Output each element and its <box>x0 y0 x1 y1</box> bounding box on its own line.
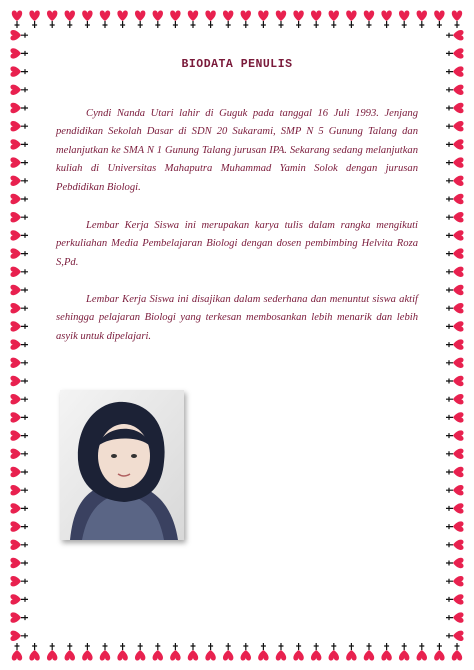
heart-icon <box>10 376 28 386</box>
heart-icon <box>446 394 464 404</box>
heart-icon <box>10 612 28 622</box>
heart-icon <box>223 643 233 661</box>
heart-icon <box>10 303 28 313</box>
heart-icon <box>10 121 28 131</box>
biography-paragraph <box>56 105 418 197</box>
heart-icon <box>135 643 145 661</box>
heart-icon <box>10 521 28 531</box>
heart-icon <box>10 485 28 495</box>
heart-icon <box>311 643 321 661</box>
heart-icon <box>446 267 464 277</box>
heart-icon <box>188 10 198 28</box>
heart-icon <box>399 10 409 28</box>
heart-icon <box>446 449 464 459</box>
description-text: Lembar Kerja Siswa ini disajikan dalam sederhana dan menuntut siswa aktif sehingga pelajaran Biologi yang terkesan membosankan lebih menarik dan lebih asyik untuk dipelajari. <box>56 294 418 342</box>
author-photo <box>60 390 184 540</box>
heart-icon <box>446 285 464 295</box>
heart-icon <box>446 631 464 641</box>
heart-icon <box>446 503 464 513</box>
heart-icon <box>100 10 110 28</box>
heart-icon <box>10 176 28 186</box>
heart-icon <box>47 10 57 28</box>
heart-icon <box>311 10 321 28</box>
heart-icon <box>329 10 339 28</box>
heart-icon <box>12 643 22 661</box>
heart-icon <box>258 10 268 28</box>
heart-icon <box>446 85 464 95</box>
heart-icon <box>417 643 427 661</box>
heart-icon <box>446 176 464 186</box>
heart-icon <box>170 10 180 28</box>
heart-icon <box>434 643 444 661</box>
heart-icon <box>10 430 28 440</box>
heart-icon <box>241 10 251 28</box>
heart-icon <box>446 358 464 368</box>
heart-icon <box>446 212 464 222</box>
heart-icon <box>446 594 464 604</box>
heart-icon <box>399 643 409 661</box>
heart-icon <box>10 503 28 513</box>
heart-icon <box>446 103 464 113</box>
heart-icon <box>446 121 464 131</box>
heart-icon <box>47 643 57 661</box>
heart-icon <box>65 643 75 661</box>
heart-icon <box>446 230 464 240</box>
heart-icon <box>82 643 92 661</box>
heart-icon <box>329 643 339 661</box>
heart-icon <box>153 643 163 661</box>
purpose-paragraph <box>56 217 418 272</box>
heart-icon <box>117 10 127 28</box>
heart-icon <box>446 321 464 331</box>
heart-icon <box>170 643 180 661</box>
heart-icon <box>10 631 28 641</box>
heart-icon <box>452 643 462 661</box>
heart-icon <box>10 157 28 167</box>
heart-icon <box>276 643 286 661</box>
heart-icon <box>346 10 356 28</box>
heart-icon <box>446 139 464 149</box>
heart-icon <box>10 576 28 586</box>
heart-icon <box>434 10 444 28</box>
heart-icon <box>446 339 464 349</box>
biography-text: Cyndi Nanda Utari lahir di Guguk pada tanggal 16 Juli 1993. Jenjang pendidikan Sekolah Dasar di SDN 20 Sukarami, SMP N 5 Gunung Talang dan melanjutkan ke SMA N 1 Gunung Talang jurusan IPA. Sekarang sedang melanjutkan kuliah di Universitas Mahaputra Muhammad Yamin Solok dengan jurusan Pebdidikan Biologi. <box>56 108 418 193</box>
heart-icon <box>446 612 464 622</box>
heart-icon <box>10 540 28 550</box>
heart-icon <box>10 594 28 604</box>
heart-icon <box>446 521 464 531</box>
heart-icon <box>446 194 464 204</box>
heart-icon <box>100 643 110 661</box>
heart-icon <box>10 85 28 95</box>
heart-icon <box>293 10 303 28</box>
heart-icon <box>223 10 233 28</box>
heart-icon <box>364 10 374 28</box>
heart-icon <box>381 10 391 28</box>
heart-icon <box>135 10 145 28</box>
heart-icon <box>446 576 464 586</box>
heart-icon <box>10 103 28 113</box>
heart-icon <box>10 212 28 222</box>
heart-icon <box>10 321 28 331</box>
purpose-text: Lembar Kerja Siswa ini merupakan karya tulis dalam rangka mengikuti perkuliahan Media Pembelajaran Biologi dengan dosen pembimbing Helvita Roza S,Pd. <box>56 220 418 268</box>
heart-icon <box>293 643 303 661</box>
heart-icon <box>10 394 28 404</box>
heart-icon <box>258 643 268 661</box>
heart-icon <box>10 285 28 295</box>
heart-icon <box>205 643 215 661</box>
heart-icon <box>10 358 28 368</box>
heart-icon <box>10 30 28 40</box>
heart-icon <box>10 230 28 240</box>
heart-icon <box>10 467 28 477</box>
heart-icon <box>82 10 92 28</box>
page-title: BIODATA PENULIS <box>181 58 293 71</box>
heart-icon <box>10 558 28 568</box>
heart-icon <box>446 558 464 568</box>
heart-icon <box>188 643 198 661</box>
heart-icon <box>29 643 39 661</box>
heart-icon <box>10 267 28 277</box>
heart-icon <box>446 157 464 167</box>
heart-icon <box>446 540 464 550</box>
heart-icon <box>29 10 39 28</box>
heart-icon <box>364 643 374 661</box>
heart-icon <box>12 10 22 28</box>
heart-icon <box>417 10 427 28</box>
heart-icon <box>446 248 464 258</box>
description-paragraph <box>56 291 418 346</box>
heart-icon <box>10 412 28 422</box>
heart-icon <box>446 376 464 386</box>
heart-icon <box>346 643 356 661</box>
heart-icon <box>446 485 464 495</box>
heart-icon <box>446 430 464 440</box>
heart-icon <box>10 339 28 349</box>
heart-icon <box>452 10 462 28</box>
heart-icon <box>117 643 127 661</box>
heart-icon <box>381 643 391 661</box>
heart-icon <box>65 10 75 28</box>
heart-icon <box>276 10 286 28</box>
heart-icon <box>10 139 28 149</box>
heart-icon <box>446 303 464 313</box>
heart-icon <box>153 10 163 28</box>
heart-icon <box>241 643 251 661</box>
heart-icon <box>205 10 215 28</box>
heart-icon <box>446 412 464 422</box>
heart-icon <box>10 194 28 204</box>
heart-icon <box>10 248 28 258</box>
heart-icon <box>446 30 464 40</box>
heart-icon <box>10 449 28 459</box>
heart-icon <box>446 467 464 477</box>
